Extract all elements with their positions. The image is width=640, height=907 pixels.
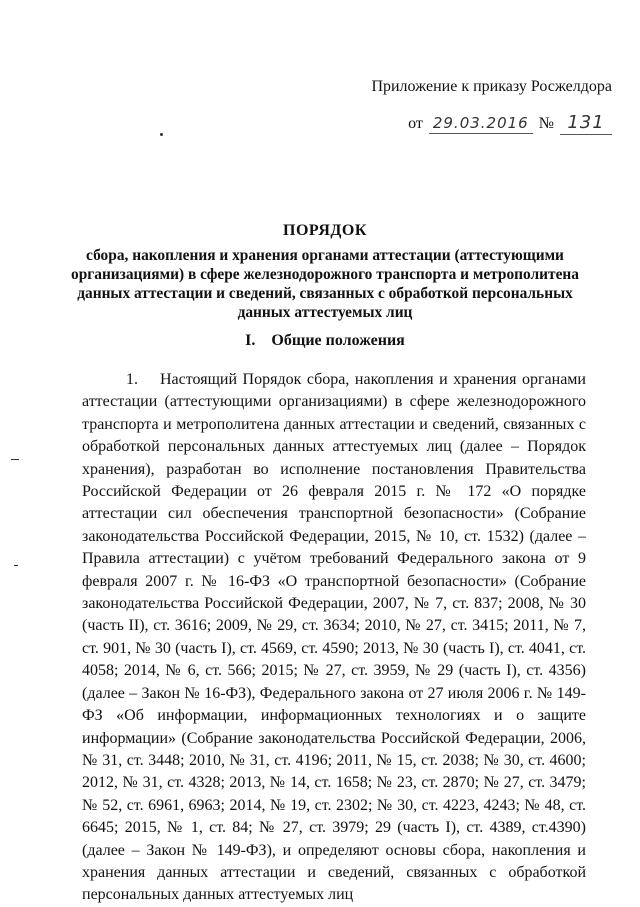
document-subtitle: сбора, накопления и хранения органами аттестации (аттестующими организациями) в сфере железнодорожного транспорта и метрополитена данных аттестации и сведений, связанных с обработкой персональных данных аттестуемых лиц [71, 247, 579, 321]
scan-speck [11, 459, 19, 460]
order-date-number-line [408, 112, 612, 135]
document-title: ПОРЯДОК [283, 222, 367, 239]
from-label: от [408, 115, 423, 132]
scan-speck [160, 133, 163, 136]
section-heading: I. Общие положения [245, 332, 405, 349]
scan-speck [14, 565, 18, 566]
paragraph-1: 1. Настоящий Порядок сбора, накопления и хранения органами аттестации (аттестующими организациями) в сфере железнодорожного транспорта и метрополитена данных аттестации и сведений, связанных с обработкой персональных данных аттестуемых лиц (далее – Порядок хранения), разработан во исполнение постановления Правительства Российской Федерации от 26 февраля 2015 г. № 172 «О порядке аттестации сил обеспечения транспортной безопасности» (Собрание законодательства Российской Федерации, 2015, № 10, ст. 1532) (далее – Правила аттестации) с учётом требований Федерального закона от 9 февраля 2007 г. № 16-ФЗ «О транспортной безопасности» (Собрание законодательства Российской Федерации, 2007, № 7, ст. 837; 2008, № 30 (часть II), ст. 3616; 2009, № 29, ст. 3634; 2010, № 27, ст. 3415; 2011, № 7, ст. 901, № 30 (часть I), ст. 4569, ст. 4590; 2013, № 30 (часть I), ст. 4041, ст. 4058; 2014, № 6, ст. 566; 2015; № 27, ст. 3959, № 29 (часть I), ст. 4356) (далее – Закон № 16-ФЗ), Федерального закона от 27 июля 2006 г. № 149-ФЗ «Об информации, информационных технологиях и о защите информации» (Собрание законодательства Российской Федерации, 2006, № 31, ст. 3448; 2010, № 31, ст. 4196; 2011, № 15, ст. 2038; № 30, ст. 4600; 2012, № 31, ст. 4328; 2013, № 14, ст. 1658; № 23, ст. 2870; № 27, ст. 3479; № 52, ст. 6961, 6963; 2014, № 19, ст. 2302; № 30, ст. 4223, 4243; № 48, ст. 6645; 2015, № 1, ст. 84; № 27, ст. 3979; 29 (часть I), ст. 4389, ст.4390) (далее – Закон № 149-ФЗ), и определяют основы сбора, накопления и хранения данных аттестации и сведений, связанных с обработкой персональных данных аттестуемых лиц [82, 371, 586, 904]
order-number: 131 [560, 112, 612, 135]
order-date: 29.03.2016 [429, 114, 533, 134]
number-label: № [538, 115, 554, 132]
appendix-line: Приложение к приказу Росжелдора [371, 78, 612, 95]
